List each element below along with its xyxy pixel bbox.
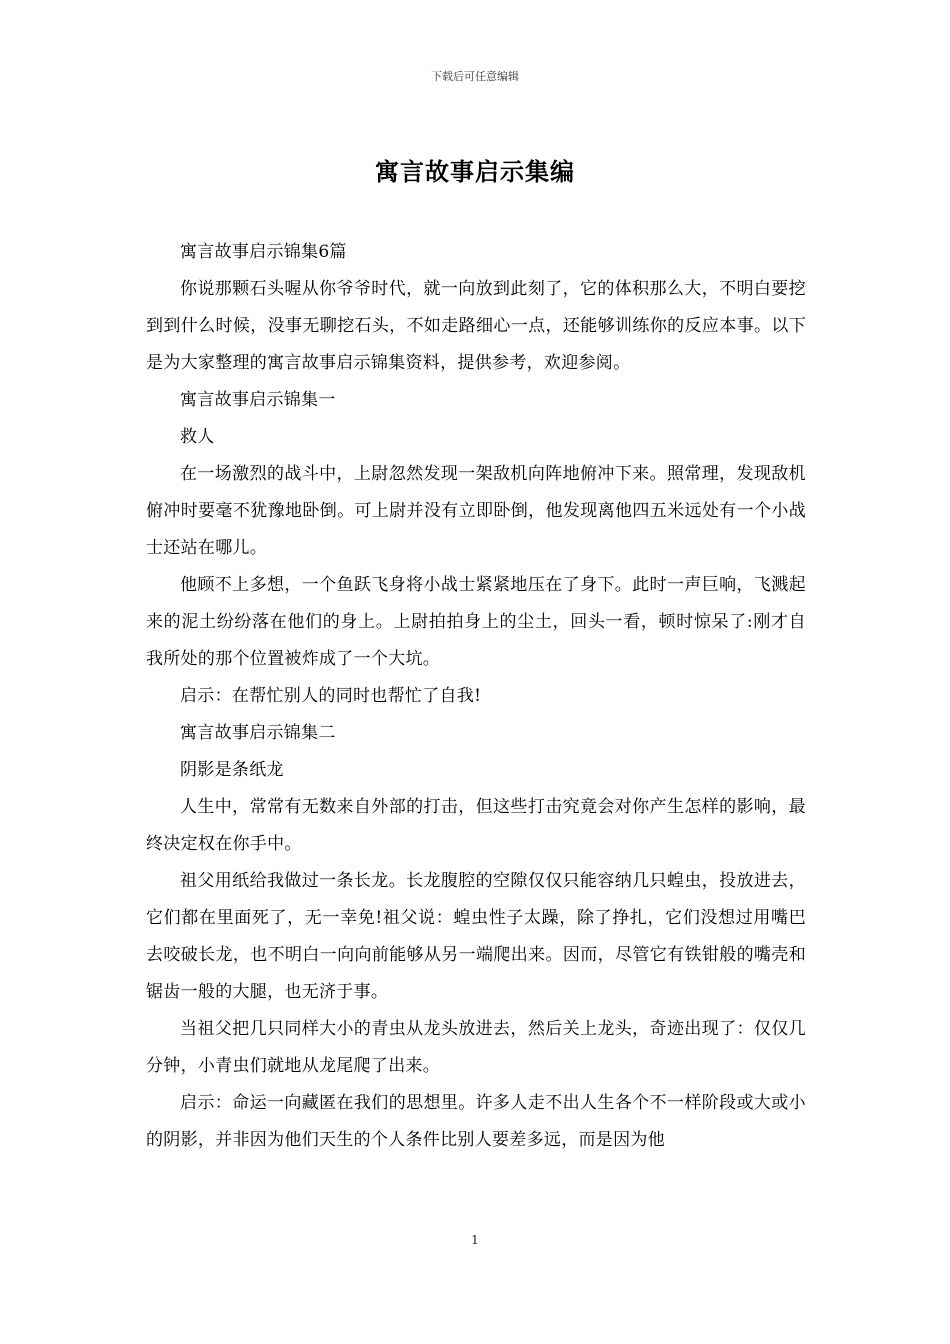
story-paragraph: 祖父用纸给我做过一条长龙。长龙腹腔的空隙仅仅只能容纳几只蝗虫，投放进去，它们都在里面死了，无一幸免!祖父说：蝗虫性子太躁，除了挣扎，它们没想过用嘴巴去咬破长龙，也不明白一向向前能够从另一端爬出来。因而，尽管它有铁钳般的嘴壳和锯齿一般的大腿，也无济于事。 (146, 871, 806, 1002)
story-title-2: 阴影是条纸龙 (180, 760, 284, 780)
document-body (146, 234, 806, 1159)
moral-paragraph-2: 启示：命运一向藏匿在我们的思想里。许多人走不出人生各个不一样阶段或大或小的阴影，并非因为他们天生的个人条件比别人要差多远，而是因为他 (146, 1093, 806, 1150)
moral-line-1: 启示：在帮忙别人的同时也帮忙了自我! (180, 686, 482, 706)
story-paragraph: 当祖父把几只同样大小的青虫从龙头放进去，然后关上龙头，奇迹出现了：仅仅几分钟，小青虫们就地从龙尾爬了出来。 (146, 1019, 806, 1076)
story-paragraph: 在一场激烈的战斗中，上尉忽然发现一架敌机向阵地俯冲下来。照常理，发现敌机俯冲时要毫不犹豫地卧倒。可上尉并没有立即卧倒，他发现离他四五米远处有一个小战士还站在哪儿。 (146, 464, 806, 558)
subtitle-line: 寓言故事启示锦集6篇 (180, 242, 347, 262)
story-paragraph: 他顾不上多想，一个鱼跃飞身将小战士紧紧地压在了身下。此时一声巨响，飞溅起来的泥土纷纷落在他们的身上。上尉拍拍身上的尘土，回头一看，顿时惊呆了:刚才自我所处的那个位置被炸成了一个大坑。 (146, 575, 806, 669)
page-number: 1 (471, 1233, 479, 1247)
story-title-1: 救人 (180, 427, 215, 447)
page-header: 下载后可任意编辑 (431, 70, 519, 83)
story-paragraph: 人生中，常常有无数来自外部的打击，但这些打击究竟会对你产生怎样的影响，最终决定权在你手中。 (146, 797, 806, 854)
intro-paragraph: 你说那颗石头喔从你爷爷时代，就一向放到此刻了，它的体积那么大，不明白要挖到到什么时候，没事无聊挖石头，不如走路细心一点，还能够训练你的反应本事。以下是为大家整理的寓言故事启示锦集资料，提供参考，欢迎参阅。 (146, 279, 806, 373)
document-title: 寓言故事启示集编 (375, 157, 575, 186)
section-heading-2: 寓言故事启示锦集二 (180, 723, 336, 743)
section-heading-1: 寓言故事启示锦集一 (180, 390, 336, 410)
